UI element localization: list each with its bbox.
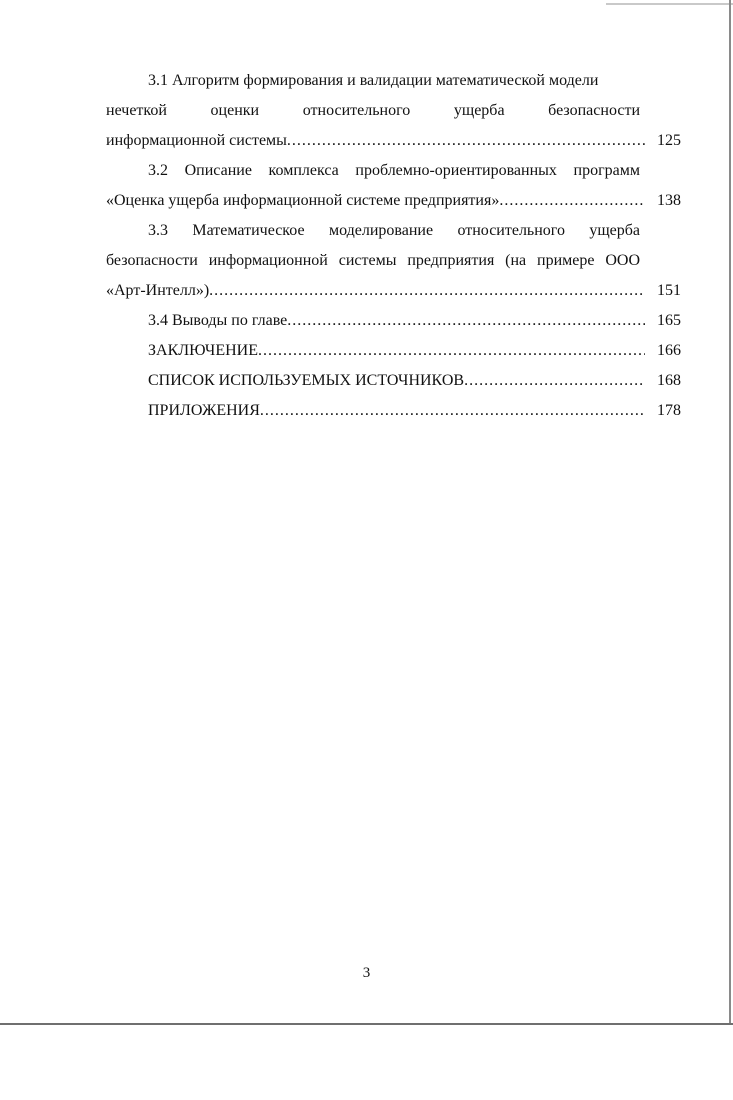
toc-entry-3-2-line-2[interactable] — [106, 186, 681, 216]
toc-entry-3-1-line-1 — [106, 66, 681, 96]
toc-entry-title: «Арт-Интелл») — [106, 282, 210, 299]
toc-leader-dots — [287, 306, 645, 336]
toc-entry-3-4[interactable] — [148, 306, 681, 336]
toc-page-number: 138 — [657, 192, 681, 209]
toc-entry-3-2-line-1 — [106, 156, 681, 186]
toc-entry-3-1-line-3[interactable] — [106, 126, 681, 156]
toc-entry-title: ЗАКЛЮЧЕНИЕ — [148, 342, 258, 359]
toc-page-number: 166 — [657, 342, 681, 359]
table-of-contents — [106, 66, 681, 426]
toc-entry-3-1-line-2 — [106, 96, 681, 126]
toc-leader-dots — [464, 366, 645, 396]
toc-entry-text: 3.1 Алгоритм формирования и валидации математической модели — [148, 72, 599, 89]
toc-leader-dots — [287, 126, 645, 156]
toc-leader-dots — [258, 336, 645, 366]
scan-edge-right — [729, 0, 731, 1024]
toc-page-number: 125 — [657, 132, 681, 149]
toc-entry-title: информационной системы — [106, 132, 287, 149]
toc-entry-text: безопасности информационной системы предприятия (на примере ООО — [106, 252, 640, 269]
toc-entry-text: 3.2 Описание комплекса проблемно-ориентированных программ — [148, 162, 640, 179]
toc-entry-title: «Оценка ущерба информационной системе предприятия» — [106, 192, 500, 209]
toc-entry-3-3-line-2 — [106, 246, 681, 276]
toc-entry-title: СПИСОК ИСПОЛЬЗУЕМЫХ ИСТОЧНИКОВ — [148, 372, 465, 389]
scan-edge-top — [606, 3, 733, 5]
toc-entry-3-3-line-3[interactable] — [106, 276, 681, 306]
toc-page-number: 151 — [657, 282, 681, 299]
toc-entry-text: 3.3 Математическое моделирование относительного ущерба — [148, 222, 640, 239]
scan-edge-bottom — [0, 1023, 733, 1025]
toc-entry-references[interactable] — [148, 366, 681, 396]
toc-entry-title: ПРИЛОЖЕНИЯ — [148, 402, 260, 419]
toc-page-number: 168 — [657, 372, 681, 389]
toc-page-number: 165 — [657, 312, 681, 329]
toc-leader-dots — [209, 276, 645, 306]
toc-entry-title: 3.4 Выводы по главе — [148, 312, 288, 329]
toc-entry-appendices[interactable] — [148, 396, 681, 426]
toc-leader-dots — [260, 396, 645, 426]
toc-entry-text: нечеткой оценки относительного ущерба безопасности — [106, 102, 640, 119]
toc-leader-dots — [499, 186, 645, 216]
page-number: 3 — [362, 965, 371, 981]
toc-entry-conclusion[interactable] — [148, 336, 681, 366]
toc-page-number: 178 — [657, 402, 681, 419]
toc-entry-3-3-line-1 — [106, 216, 681, 246]
